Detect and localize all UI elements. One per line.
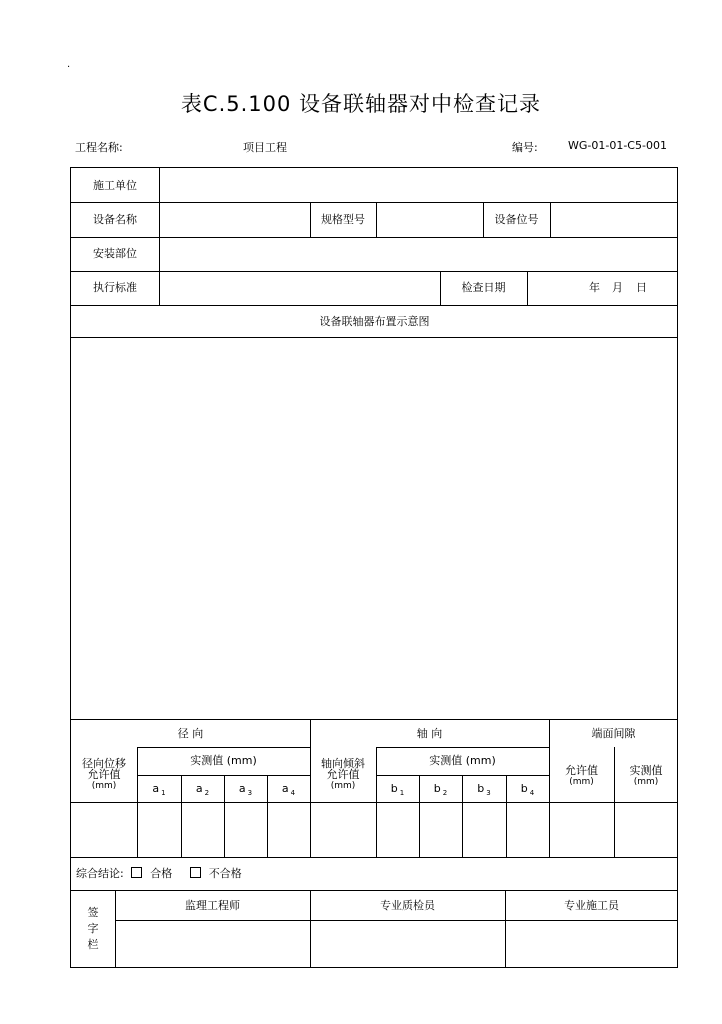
construction-unit-label: 施工单位	[93, 179, 137, 192]
page-title: 表C.5.100 设备联轴器对中检查记录	[180, 92, 542, 116]
stray-dot: ·	[67, 62, 71, 73]
signature-label-1: 签	[87, 906, 99, 919]
quality-inspector-label: 专业质检员	[380, 899, 435, 912]
col-a3: a $_3$	[238, 782, 253, 797]
col-b4: b $_4$	[520, 782, 535, 797]
axial-allow-l1: 轴向倾斜	[321, 757, 365, 770]
col-a1: a $_1$	[152, 782, 166, 797]
signature-label-3: 栏	[87, 938, 99, 951]
date-month: 月	[612, 281, 623, 294]
project-value: 项目工程	[243, 141, 287, 154]
conclusion-row: 综合结论: 合格 不合格	[76, 867, 242, 880]
radial-allow-l1: 径向位移	[82, 757, 126, 770]
standard-label: 执行标准	[93, 281, 137, 294]
date-day: 日	[636, 281, 647, 294]
col-a2: a $_2$	[195, 782, 210, 797]
code-value: WG-01-01-C5-001	[568, 139, 667, 152]
end-gap-measured-unit: (mm)	[633, 777, 659, 787]
date-year: 年	[589, 281, 600, 294]
axial-allow-l3: (mm)	[330, 781, 356, 791]
col-b2: b $_2$	[433, 782, 448, 797]
col-a4: a $_4$	[281, 782, 296, 797]
install-location-label: 安装部位	[93, 247, 137, 260]
radial-heading: 径 向	[177, 727, 204, 740]
check-date-label: 检查日期	[461, 281, 506, 294]
pass-checkbox[interactable]	[131, 867, 142, 878]
project-label: 工程名称:	[75, 141, 123, 154]
fail-checkbox[interactable]	[190, 867, 201, 878]
supervisor-label: 监理工程师	[185, 899, 240, 912]
axial-measured-label: 实测值 (mm)	[429, 754, 496, 767]
spec-model-label: 规格型号	[321, 213, 365, 226]
radial-allow-l3: (mm)	[91, 781, 117, 791]
axial-heading: 轴 向	[416, 727, 443, 740]
radial-allow-l2: 允许值	[87, 768, 121, 781]
equipment-name-label: 设备名称	[93, 213, 137, 226]
equipment-position-label: 设备位号	[494, 213, 539, 226]
radial-measured-label: 实测值 (mm)	[190, 754, 257, 767]
constructor-label: 专业施工员	[564, 899, 619, 912]
end-gap-measured: 实测值	[629, 764, 663, 777]
axial-allow-l2: 允许值	[326, 768, 360, 781]
end-gap-heading: 端面间隙	[591, 727, 636, 740]
code-label: 编号:	[512, 141, 538, 154]
end-gap-allow-unit: (mm)	[569, 777, 594, 787]
col-b3: b $_3$	[477, 782, 491, 797]
record-table	[70, 167, 678, 968]
signature-label-2: 字	[87, 922, 99, 935]
col-b1: b $_1$	[390, 782, 405, 797]
end-gap-allow: 允许值	[565, 764, 598, 777]
diagram-heading: 设备联轴器布置示意图	[319, 315, 430, 328]
